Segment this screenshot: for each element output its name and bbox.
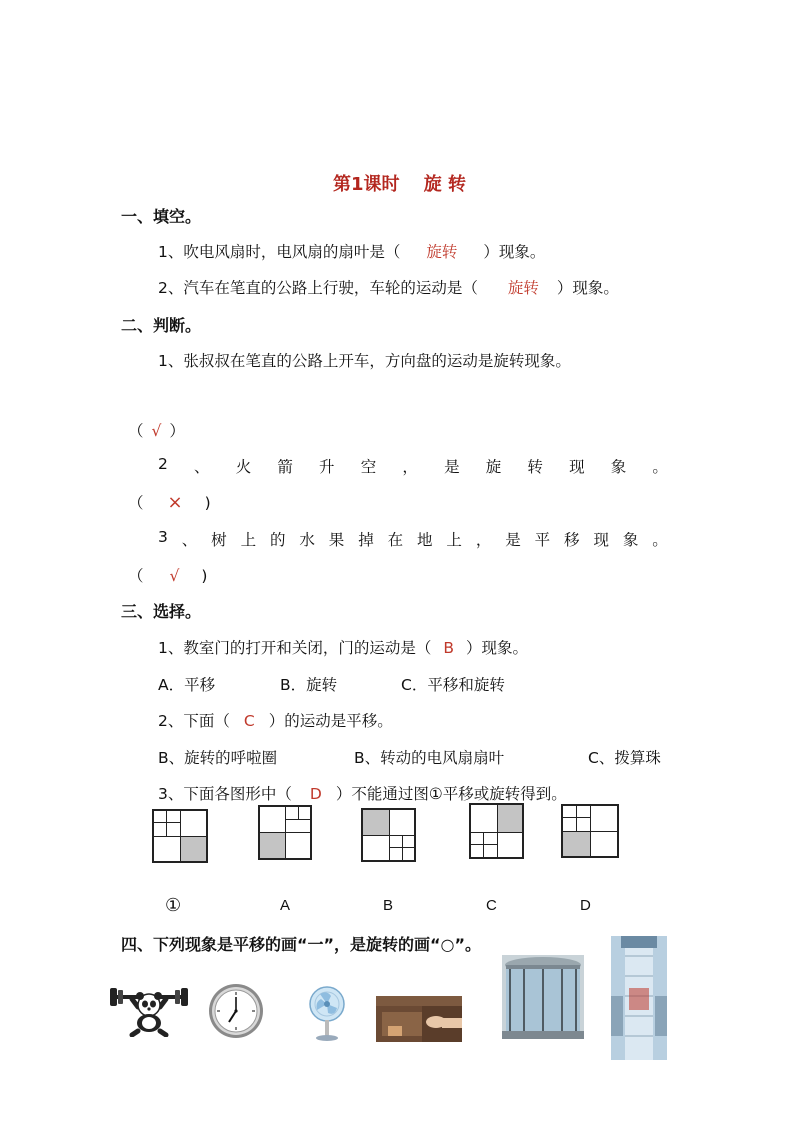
figure-1-grid [152,809,208,863]
bracket: （ [128,494,144,512]
figure-c-grid [469,803,524,859]
char: 。 [652,458,668,476]
fill-question-2 [158,276,619,298]
electric-fan-image [305,986,349,1042]
shaded-cell [259,832,286,859]
question-text: 2、下面（ [158,712,230,730]
question-text: ）现象。 [483,243,546,261]
large-cell [590,805,618,832]
option-a: A．平移 [158,676,216,694]
revolving-door-image [502,955,584,1039]
choice-question-3 [158,782,567,804]
small-cell [562,817,577,832]
shaded-cell [562,831,591,857]
drawer-image [376,996,462,1042]
bracket: （ [128,422,144,440]
large-cell [285,832,311,859]
char: 箭 [277,458,293,476]
question-text: ）现象。 [466,639,529,657]
char: 火 [235,458,252,476]
question-text: 2、汽车在笔直的公路上行驶，车轮的运动是（ [158,279,478,297]
char: 空 [360,458,377,476]
small-cell [402,847,415,861]
wall-clock-image [207,982,265,1040]
char: 、 [194,458,210,476]
shaded-cell [180,836,207,862]
question-text: ）不能通过图①平移或旋转得到。 [335,785,567,803]
char: 2 [158,455,168,473]
section-classify-heading: 四、下列现象是平移的画“一”，是旋转的画“○”。 [121,935,482,954]
char: 象 [622,531,639,549]
shaded-cell [497,804,523,833]
char: 的 [269,531,286,549]
page-title: 第1课时 旋 转 [333,174,467,195]
small-cell [470,844,484,858]
large-cell [389,809,415,836]
question-text: ）现象。 [556,279,619,297]
large-cell [180,810,207,837]
bracket: ) [201,567,208,585]
section-judge-heading: 二、判断。 [121,316,202,335]
large-cell [497,832,523,858]
char: 树 [211,531,227,549]
small-cell [166,822,181,837]
char: 升 [319,458,335,476]
question-text: ）的运动是平移。 [268,712,393,730]
answer-text: B [443,639,455,657]
figure-b-grid [361,808,416,862]
char: 地 [417,531,433,549]
figure-label-1: ① [165,895,182,915]
small-cell [153,822,167,837]
panda-weightlifter-image [108,985,190,1037]
char: 、 [181,531,198,549]
char: ， [475,531,492,549]
option-3: C、拨算珠 [588,749,661,767]
figure-d-grid [561,804,619,858]
large-cell [259,806,286,833]
bracket: （ [128,567,144,585]
judge-answer-1 [128,419,185,441]
small-cell [285,806,299,820]
small-cell [389,847,403,861]
small-cell [576,817,591,832]
cross-mark: × [167,492,183,513]
section-fill-in-heading: 一、填空。 [121,207,202,226]
char: 转 [527,458,543,476]
judge-question-3 [158,528,668,550]
bracket: ） [169,422,185,440]
small-cell [285,819,311,833]
large-cell [362,835,390,861]
bracket: ) [204,494,211,512]
judge-answer-3 [128,564,207,586]
figure-label-c: C [486,897,497,914]
large-cell [590,831,618,857]
figure-label-b: B [383,897,394,914]
small-cell [483,844,498,858]
char: 是 [505,531,521,549]
char: 在 [387,531,404,549]
char: 旋 [485,458,502,476]
option-2: B、转动的电风扇扇叶 [354,749,505,767]
check-mark: √ [169,567,180,585]
char: 上 [446,531,462,549]
char: 移 [564,531,580,549]
option-b: B．旋转 [280,676,338,694]
question-text: 1、吹电风扇时，电风扇的扇叶是（ [158,243,401,261]
char: 现 [569,458,585,476]
figure-label-a: A [280,897,291,914]
choice-question-2 [158,709,393,731]
judge-answer-2 [128,491,211,513]
shaded-cell [362,809,390,836]
large-cell [470,804,498,833]
fill-question-1 [158,240,545,262]
choice-question-1 [158,636,528,658]
answer-text: 旋转 [507,279,539,297]
char: 是 [444,458,460,476]
char: 现 [593,531,609,549]
large-cell [153,836,181,862]
figure-a-grid [258,805,312,860]
judge-question-1: 1、张叔叔在笔直的公路上开车，方向盘的运动是旋转现象。 [158,352,571,370]
section-choice-heading: 三、选择。 [121,602,202,621]
char: 平 [534,531,551,549]
option-1: B、旋转的呼啦圈 [158,749,278,767]
check-mark: √ [151,422,162,440]
char: 上 [240,531,257,549]
answer-text: C [243,712,255,730]
char: 水 [299,531,315,549]
char: ， [402,458,418,476]
small-cell [298,806,311,820]
question-text: 1、教室门的打开和关闭，门的运动是（ [158,639,432,657]
char: 。 [652,531,668,549]
option-c: C．平移和旋转 [401,676,505,694]
answer-text: 旋转 [426,243,458,261]
glass-elevator-image [611,936,667,1060]
question-text: 3、下面各图形中（ [158,785,292,803]
answer-text: D [309,785,322,803]
judge-question-2 [158,455,668,477]
char: 象 [610,458,627,476]
figure-label-d: D [580,897,591,914]
char: 果 [328,531,345,549]
char: 3 [158,528,168,546]
char: 掉 [358,531,374,549]
